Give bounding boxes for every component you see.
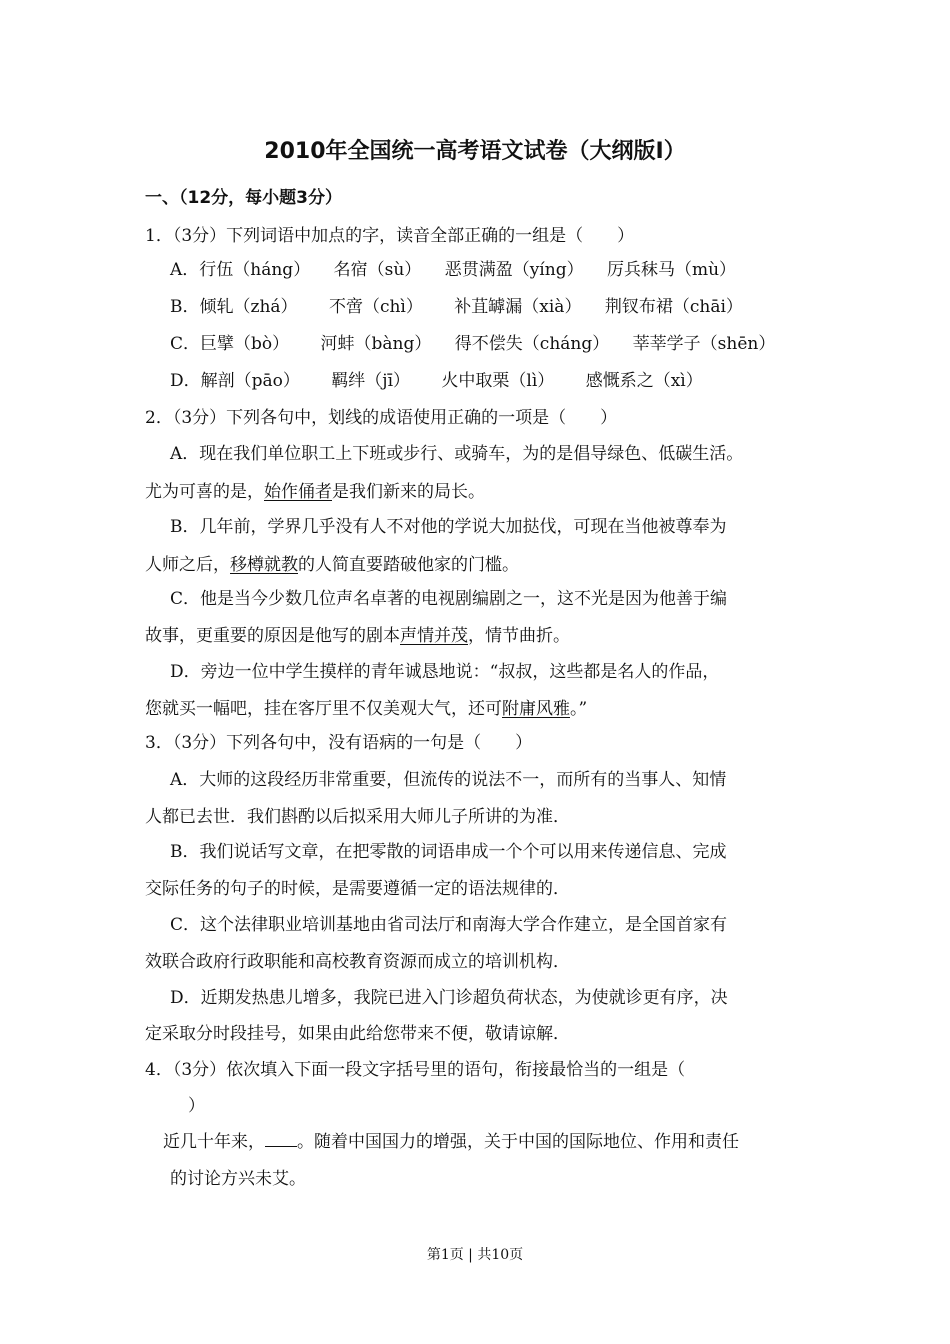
text-segment: ，情节曲折。 [468, 626, 570, 646]
underlined-idiom: 声情并茂 [400, 626, 468, 646]
q1-option-b [170, 295, 743, 319]
q3-option-b-line2: 交际任务的句子的时候，是需要遵循一定的语法规律的． [145, 879, 570, 899]
text-segment: 人师之后， [145, 555, 230, 575]
q4-passage-line2: 的讨论方兴未艾。 [170, 1169, 306, 1189]
q1-b-item: 不啻（chì） [328, 297, 423, 317]
q1-stem: 1．（3分）下列词语中加点的字，读音全部正确的一组是（ ） [145, 226, 635, 246]
q1-option-d [170, 369, 703, 393]
q2-option-a-line2 [145, 480, 485, 504]
q4-stem: 4．（3分）依次填入下面一段文字括号里的语句，衔接最恰当的一组是（ [145, 1060, 686, 1080]
q3-stem: 3．（3分）下列各句中，没有语病的一句是（ ） [145, 733, 533, 753]
text-segment: 是我们新来的局长。 [332, 482, 485, 502]
q2-option-c-line1: C．他是当今少数几位声名卓著的电视剧编剧之一，这不光是因为他善于编 [170, 589, 728, 609]
text-segment: 故事，更重要的原因是他写的剧本 [145, 626, 400, 646]
q4-stem-close: ） [188, 1096, 205, 1116]
q1-a-item: 厉兵秣马（mù） [606, 260, 737, 280]
q1-a-item: 恶贯满盈（yíng） [444, 260, 584, 280]
q4-passage-line1 [163, 1130, 739, 1154]
q1-option-a [170, 258, 736, 282]
q2-option-d-line2 [145, 697, 587, 721]
text-segment: 。随着中国国力的增强，关于中国的国际地位、作用和责任 [297, 1132, 739, 1152]
q2-option-b-line2 [145, 553, 519, 577]
text-segment: 近几十年来， [163, 1132, 265, 1152]
q1-d-item: 火中取栗（lì） [441, 371, 555, 391]
underlined-idiom: 始作俑者 [264, 482, 332, 502]
q1-d-item: 羁绊（jī） [331, 371, 411, 391]
text-segment: 您就买一幅吧，挂在客厅里不仅美观大气，还可 [145, 699, 502, 719]
text-segment: 的人简直要踏破他家的门槛。 [298, 555, 519, 575]
q1-a-item: 名宿（sù） [333, 260, 422, 280]
text-segment: 。” [570, 699, 588, 719]
q3-option-c-line1: C．这个法律职业培训基地由省司法厅和南海大学合作建立，是全国首家有 [170, 915, 728, 935]
q3-option-b-line1: B．我们说话写文章，在把零散的词语串成一个个可以用来传递信息、完成 [170, 842, 727, 862]
q3-option-d-line1: D．近期发热患儿增多，我院已进入门诊超负荷状态，为使就诊更有序，决 [170, 988, 728, 1008]
q1-d-item: D．解剖（pāo） [170, 371, 300, 391]
q3-option-d-line2: 定采取分时段挂号，如果由此给您带来不便，敬请谅解． [145, 1024, 570, 1044]
q1-b-item: 荆钗布裙（chāi） [604, 297, 743, 317]
q2-option-b-line1: B．几年前，学界几乎没有人不对他的学说大加挞伐，可现在当他被尊奉为 [170, 517, 727, 537]
q2-stem: 2．（3分）下列各句中，划线的成语使用正确的一项是（ ） [145, 408, 618, 428]
q1-c-item: 河蚌（bàng） [320, 334, 432, 354]
q3-option-a-line1: A．大师的这段经历非常重要，但流传的说法不一，而所有的当事人、知情 [170, 770, 727, 790]
q1-b-item: B．倾轧（zhá） [170, 297, 298, 317]
q3-option-a-line2: 人都已去世．我们斟酌以后拟采用大师儿子所讲的为准． [145, 807, 570, 827]
q1-d-item: 感慨系之（xì） [585, 371, 703, 391]
q1-c-item: C．巨擘（bò） [170, 334, 290, 354]
q1-a-item: A．行伍（háng） [170, 260, 311, 280]
document-title: 2010年全国统一高考语文试卷（大纲版Ⅰ） [264, 139, 686, 164]
q1-option-c [170, 332, 775, 356]
q1-c-item: 得不偿失（cháng） [454, 334, 610, 354]
underlined-idiom: 移樽就教 [230, 555, 298, 575]
answer-blank [265, 1132, 297, 1147]
underlined-idiom: 附庸风雅 [502, 699, 570, 719]
section-heading: 一、（12分，每小题3分） [145, 188, 342, 208]
q3-option-c-line2: 效联合政府行政职能和高校教育资源而成立的培训机构． [145, 952, 570, 972]
q1-b-item: 补苴罅漏（xià） [454, 297, 582, 317]
q2-option-d-line1: D．旁边一位中学生摸样的青年诚恳地说：“叔叔，这些都是名人的作品， [170, 662, 720, 682]
text-segment: 尤为可喜的是， [145, 482, 264, 502]
q2-option-a-line1: A．现在我们单位职工上下班或步行、或骑车，为的是倡导绿色、低碳生活。 [170, 444, 744, 464]
page-footer: 第1页 | 共10页 [426, 1247, 524, 1263]
q2-option-c-line2 [145, 624, 570, 648]
q1-c-item: 莘莘学子（shēn） [632, 334, 776, 354]
